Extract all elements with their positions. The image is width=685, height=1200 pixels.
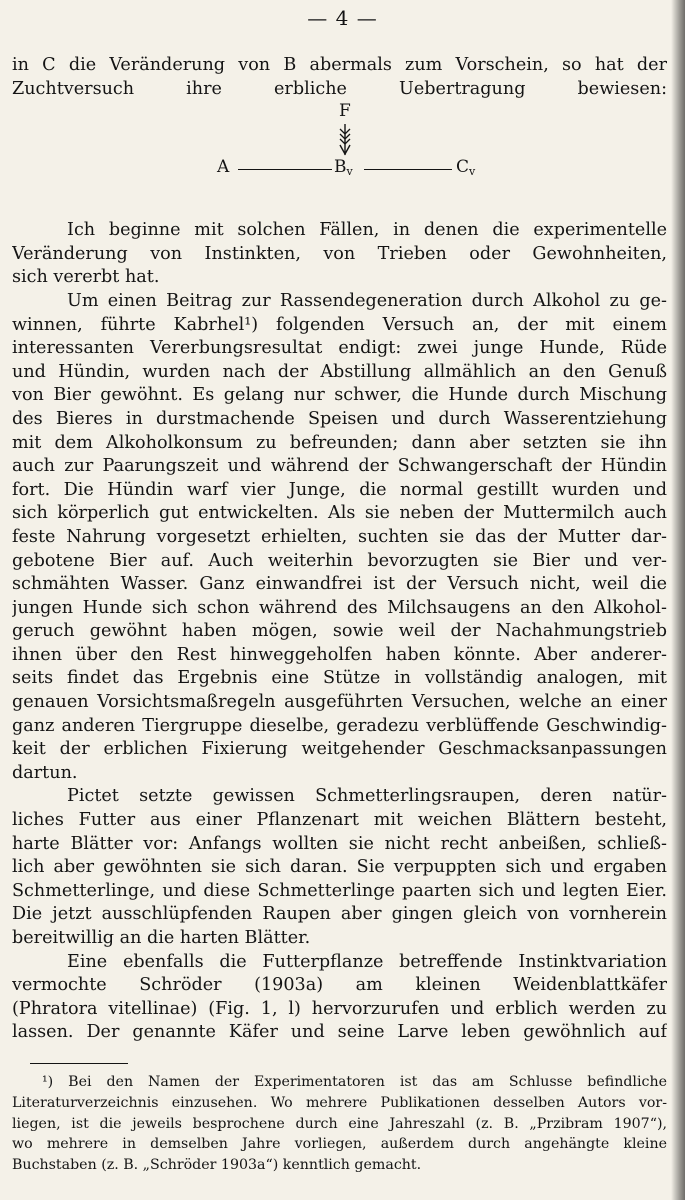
text-line: und Hündin, wurden nach der Abstillung allmählich an den Genuß — [12, 361, 667, 382]
footnote-line: Buchstaben (z. B. „Schröder 1903a“) kenntlich gemacht. — [12, 1157, 422, 1174]
text-line: Schmetterlinge, und diese Schmetterlinge paarten sich und legten Eier. — [12, 880, 667, 901]
text-line: gebotene Bier auf. Auch weiterhin bevorzugten sie Bier und ver- — [12, 550, 667, 571]
text-line: (Phratora vitellinae) (Fig. 1, l) hervorzurufen und erblich werden zu — [12, 998, 667, 1019]
text-line: Pictet setzte gewissen Schmetterlingsraupen, deren natür- — [67, 786, 667, 807]
text-line: winnen, führte Kabrhel¹) folgenden Versuch an, der mit einem — [12, 314, 667, 335]
diagram-line-left — [238, 169, 332, 170]
footnote-line: liegen, ist die jeweils besprochene durch eine Jahreszahl (z. B. „Przibram 1907“), — [12, 1115, 667, 1132]
text-line: harte Blätter vor: Anfangs wollten sie nicht recht anbeißen, schließ- — [12, 833, 667, 854]
text-line: schmähten Wasser. Ganz einwandfrei ist der Versuch nicht, weil die — [12, 574, 667, 595]
text-line: mit dem Alkoholkonsum zu befreunden; dann aber setzten sie ihn — [12, 432, 667, 453]
text-line: lassen. Der genannte Käfer und seine Larve leben gewöhnlich auf — [12, 1022, 667, 1043]
text-line: liches Futter aus einer Pflanzenart mit weichen Blättern besteht, — [12, 810, 667, 831]
torn-page-edge — [671, 0, 685, 1200]
diagram-label-c: $C_v$ — [456, 157, 476, 179]
text-line: sich vererbt hat. — [12, 267, 160, 288]
text-line: keit der erblichen Fixierung weitgehender Geschmacksanpassungen — [12, 739, 667, 760]
text-line: dartun. — [12, 762, 78, 783]
diagram-label-f: F — [339, 101, 351, 122]
diagram-label-b: $B_v$ — [334, 157, 353, 179]
text-line: genauen Vorsichtsmaßregeln ausgeführten Versuchen, welche an einer — [12, 692, 667, 713]
diagram-label-a: A — [217, 157, 230, 178]
text-line: sich körperlich gut entwickelten. Als sie neben der Muttermilch auch — [12, 503, 667, 524]
main-paragraphs — [12, 219, 667, 1045]
down-arrow-icon — [338, 123, 352, 157]
text-line: feste Nahrung vorgesetzt erhielten, suchten sie das der Mutter dar- — [12, 526, 667, 547]
text-line: jungen Hunde sich schon während des Milchsaugens an den Alkohol- — [12, 597, 667, 618]
text-line: geruch gewöhnt haben mögen, sowie weil der Nachahmungstrieb — [12, 621, 667, 642]
text-line: vermochte Schröder (1903a) am kleinen Weidenblattkäfer — [12, 975, 667, 996]
text-line: von Bier gewöhnt. Es gelang nur schwer, die Hunde durch Mischung — [12, 385, 667, 406]
text-line: lich aber gewöhnten sie sich daran. Sie verpuppten sich und ergaben — [12, 857, 667, 878]
footnote-line: wo mehrere in demselben Jahre vorliegen, außerdem durch angehängte kleine — [12, 1136, 667, 1153]
intro-paragraph — [12, 54, 667, 101]
text-line: in C die Veränderung von B abermals zum Vorschein, so hat der — [12, 55, 667, 75]
text-line: interessanten Vererbungsresultat endigt: zwei junge Hunde, Rüde — [12, 338, 667, 359]
text-line: fort. Die Hündin warf vier Junge, die normal gestillt wurden und — [12, 479, 667, 500]
footnote-line: Literaturverzeichnis einzusehen. Wo mehrere Publikationen desselben Autors vor- — [12, 1094, 667, 1111]
diagram-line-right — [364, 169, 452, 170]
body-text — [12, 54, 667, 1045]
text-line: ganz anderen Tiergruppe dieselbe, geradezu verblüffende Geschwindig- — [12, 715, 667, 736]
text-line: Eine ebenfalls die Futterpflanze betreffende Instinktvariation — [67, 951, 667, 972]
text-line: Ich beginne mit solchen Fällen, in denen die experimentelle — [67, 220, 667, 241]
text-line: des Bieres in durstmachende Speisen und durch Wasserentziehung — [12, 408, 667, 429]
text-line: ihnen über den Rest hinweggeholfen haben könnte. Aber anderer- — [12, 644, 667, 665]
text-line: seits findet das Ergebnis eine Stütze in vollständig analogen, mit — [12, 668, 667, 689]
inheritance-diagram — [12, 101, 667, 219]
footnotes — [12, 1072, 667, 1176]
footnote-divider — [30, 1063, 128, 1064]
text-line: auch zur Paarungszeit und während der Schwangerschaft der Hündin — [12, 456, 667, 477]
text-line: bereitwillig an die harten Blätter. — [12, 928, 311, 948]
text-line: Veränderung von Instinkten, von Trieben oder Gewohnheiten, — [12, 243, 667, 264]
text-line: Zuchtversuch ihre erbliche Uebertragung bewiesen: — [12, 78, 667, 99]
text-line: Die jetzt ausschlüpfenden Raupen aber gingen gleich von vornherein — [12, 904, 667, 925]
page-number: — 4 — — [307, 6, 378, 30]
text-line: Um einen Beitrag zur Rassendegeneration durch Alkohol zu ge- — [67, 290, 667, 311]
footnote-line: ¹) Bei den Namen der Experimentatoren ist das am Schlusse befindliche — [42, 1074, 667, 1090]
